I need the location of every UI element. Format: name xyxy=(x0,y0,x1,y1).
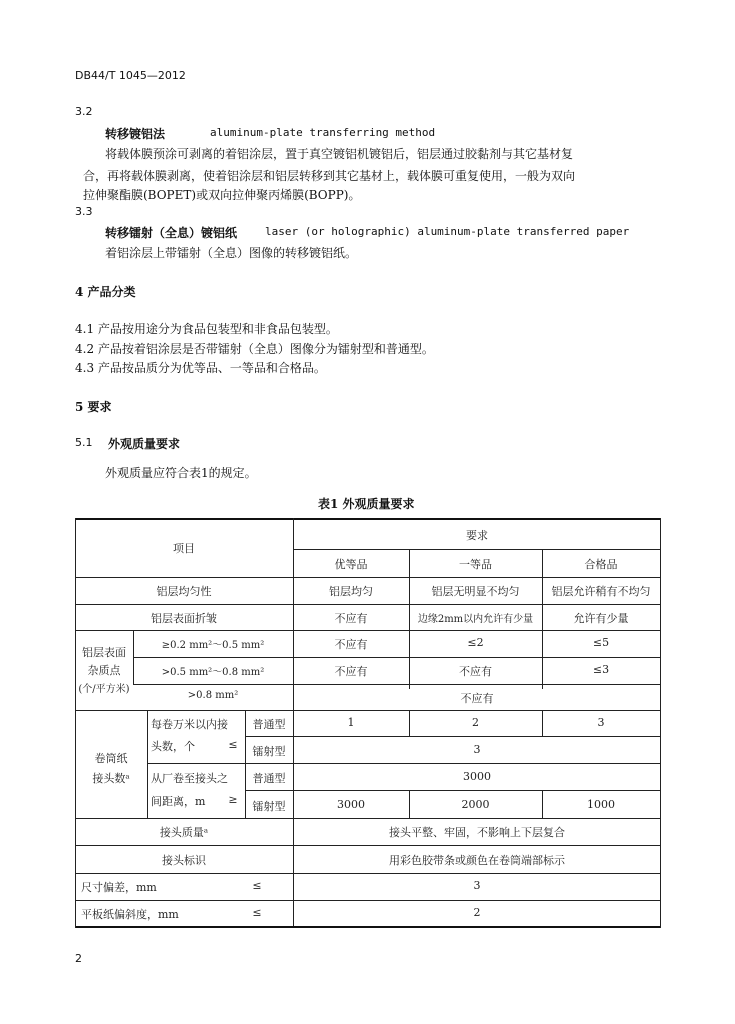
subgroup-label: 间距离，m xyxy=(151,795,206,808)
table-rule xyxy=(133,657,661,658)
cell-value: 不应有 xyxy=(459,665,492,678)
table-rule xyxy=(293,549,661,550)
header-grade-first: 一等品 xyxy=(459,558,492,571)
table-bottom-border xyxy=(75,926,661,928)
section-5-1-body: 外观质量应符合表1的规定。 xyxy=(105,466,257,480)
header-requirement: 要求 xyxy=(466,529,488,542)
row-label: 接头标识 xyxy=(162,854,206,867)
row-label: 接头质量ᵃ xyxy=(159,826,209,839)
subgroup-label: 从厂卷至接头之 xyxy=(151,772,228,785)
cell-value: 3000 xyxy=(463,770,491,783)
subgroup-symbol: ≥ xyxy=(228,793,238,806)
group-label-line: (个/平方米) xyxy=(78,684,130,695)
section-3-2-body-line: 合，再将载体膜剥离，使着铝涂层和铝层转移到其它基材上，载体膜可重复使用，一般为双向 xyxy=(83,169,576,183)
cell-value: 2000 xyxy=(461,798,490,811)
cell-value: ≤5 xyxy=(592,636,610,649)
type-label: 普通型 xyxy=(252,718,286,731)
cell-value: 边缘2mm以内允许有少量 xyxy=(417,614,534,625)
cell-value: 铝层允许稍有不均匀 xyxy=(551,585,651,598)
subgroup-label: 每卷万米以内接 xyxy=(151,718,228,731)
cell-value: 3000 xyxy=(337,798,365,811)
section-5-heading: 5 要求 xyxy=(75,400,112,414)
section-3-3-body: 着铝涂层上带镭射（全息）图像的转移镀铝纸。 xyxy=(105,246,358,260)
table-rule xyxy=(75,873,661,874)
section-3-3-number: 3.3 xyxy=(75,205,93,218)
section-3-2-title-en: aluminum-plate transferring method xyxy=(210,126,436,139)
appearance-quality-table xyxy=(75,518,661,928)
row-label: 平板纸偏斜度，mm xyxy=(81,908,179,921)
table-rule xyxy=(133,684,661,685)
section-3-2-body-line: 拉伸聚酯膜(BOPET)或双向拉伸聚丙烯膜(BOPP)。 xyxy=(83,188,361,202)
cell-value: 3 xyxy=(473,743,481,756)
cell-value: 1000 xyxy=(587,798,615,811)
row-label: 铝层表面折皱 xyxy=(151,612,217,625)
row-label: 尺寸偏差，mm xyxy=(81,881,157,894)
cell-value: 不应有 xyxy=(334,612,368,625)
table-rule xyxy=(75,630,661,631)
subgroup-symbol: ≤ xyxy=(228,738,238,751)
type-label: 普通型 xyxy=(252,772,286,785)
row-label: >0.5 mm²～0.8 mm² xyxy=(161,667,265,678)
section-4-3: 4.3 产品按品质分为优等品、一等品和合格品。 xyxy=(75,361,326,375)
cell-value: 铝层无明显不均匀 xyxy=(431,585,520,598)
section-3-3-title-cn: 转移镭射（全息）镀铝纸 xyxy=(105,226,238,240)
table-rule xyxy=(75,818,661,819)
cell-value: 2 xyxy=(473,906,481,919)
table-caption: 表1 外观质量要求 xyxy=(318,497,415,511)
group-label-line: 卷筒纸 xyxy=(94,752,128,765)
cell-value: 铝层均匀 xyxy=(329,585,373,598)
cell-value: ≤3 xyxy=(592,663,610,676)
cell-value: 允许有少量 xyxy=(573,612,629,625)
header-grade-qualified: 合格品 xyxy=(584,558,618,571)
document-id: DB44/T 1045—2012 xyxy=(75,69,186,82)
cell-value: 接头平整、牢固，不影响上下层复合 xyxy=(389,826,565,839)
table-rule xyxy=(75,900,661,901)
cell-value: 3 xyxy=(597,716,605,729)
row-label: >0.8 mm² xyxy=(187,690,239,701)
section-3-2-title-cn: 转移镀铝法 xyxy=(105,127,166,141)
type-label: 镭射型 xyxy=(252,745,286,758)
type-label: 镭射型 xyxy=(252,800,286,813)
table-rule xyxy=(75,577,661,578)
cell-value: ≤2 xyxy=(467,636,484,649)
table-rule xyxy=(245,790,661,791)
header-item: 项目 xyxy=(173,542,195,555)
cell-value: 3 xyxy=(473,879,481,892)
cell-value: 用彩色胶带条或颜色在卷筒端部标示 xyxy=(389,854,565,867)
section-5-1-number: 5.1 xyxy=(75,436,93,449)
subgroup-label: 头数，个 xyxy=(151,740,195,753)
section-5-1-title: 外观质量要求 xyxy=(108,437,181,451)
row-symbol: ≤ xyxy=(252,906,262,919)
cell-value: 2 xyxy=(472,716,479,729)
cell-value: 1 xyxy=(347,716,355,729)
table-rule-v xyxy=(147,710,148,818)
group-label-line: 铝层表面 xyxy=(82,646,126,659)
cell-value: 不应有 xyxy=(334,638,368,651)
row-label: 铝层均匀性 xyxy=(156,585,212,598)
row-symbol: ≤ xyxy=(252,879,262,892)
page-number: 2 xyxy=(75,952,82,965)
section-4-2: 4.2 产品按着铝涂层是否带镭射（全息）图像分为镭射型和普通型。 xyxy=(75,342,434,356)
section-3-2-number: 3.2 xyxy=(75,105,93,118)
section-3-2-body-line: 将载体膜预涂可剥离的着铝涂层，置于真空镀铝机镀铝后，铝层通过胶黏剂与其它基材复 xyxy=(105,147,574,161)
table-rule xyxy=(75,604,661,605)
table-top-border xyxy=(75,518,661,520)
table-rule xyxy=(245,736,661,737)
cell-value: 不应有 xyxy=(334,665,368,678)
header-grade-superior: 优等品 xyxy=(334,558,368,571)
section-4-heading: 4 产品分类 xyxy=(75,285,136,299)
section-3-3-title-en: laser (or holographic) aluminum-plate transferred paper xyxy=(265,225,630,238)
group-label-line: 接头数ᵃ xyxy=(92,772,130,785)
row-label: ≥0.2 mm²～0.5 mm² xyxy=(161,640,265,651)
table-rule xyxy=(75,845,661,846)
group-label-line: 杂质点 xyxy=(87,664,121,677)
table-rule xyxy=(75,710,661,711)
section-4-1: 4.1 产品按用途分为食品包装型和非食品包装型。 xyxy=(75,322,338,336)
table-rule xyxy=(147,763,661,764)
cell-value: 不应有 xyxy=(460,692,494,705)
